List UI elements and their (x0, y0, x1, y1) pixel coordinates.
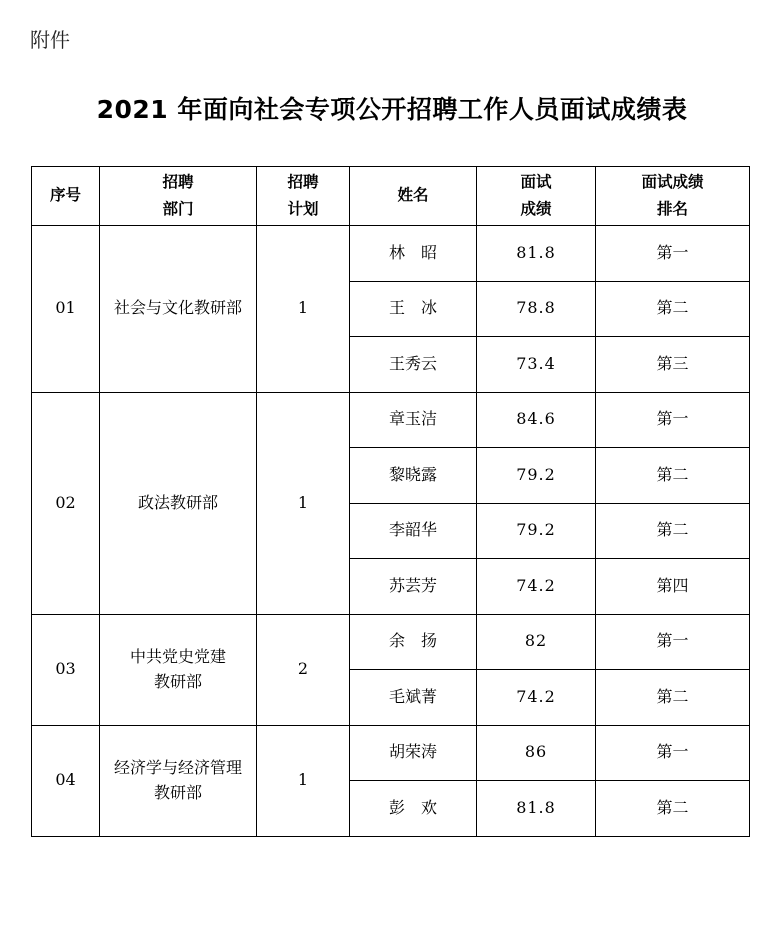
rank-cell: 第二 (596, 670, 750, 726)
table-body (32, 226, 750, 837)
score-cell: 86 (477, 725, 596, 781)
table-row (32, 392, 750, 448)
dept-line-1: 政法教研部 (137, 492, 218, 512)
score-cell: 79.2 (477, 448, 596, 504)
rank-cell: 第一 (596, 226, 750, 282)
rank-cell: 第二 (596, 448, 750, 504)
score-cell: 73.4 (477, 337, 596, 393)
header-rank: 面试成绩 排名 (596, 167, 750, 226)
rank-cell: 第一 (596, 725, 750, 781)
dept-cell (100, 725, 257, 836)
plan-cell: 1 (257, 725, 350, 836)
interview-score-table (31, 166, 750, 837)
table-header (32, 167, 750, 226)
header-name: 姓名 (350, 167, 477, 226)
dept-line-2: 教研部 (153, 782, 202, 802)
seq-cell: 03 (32, 614, 100, 725)
rank-cell: 第二 (596, 281, 750, 337)
dept-line-2: 教研部 (153, 671, 202, 691)
header-score: 面试 成绩 (477, 167, 596, 226)
table-row (32, 226, 750, 282)
name-cell: 余 扬 (350, 614, 477, 670)
name-cell: 彭 欢 (350, 781, 477, 837)
score-cell: 82 (477, 614, 596, 670)
score-cell: 81.8 (477, 226, 596, 282)
dept-cell (100, 614, 257, 725)
seq-cell: 04 (32, 725, 100, 836)
dept-line-1: 经济学与经济管理 (113, 757, 242, 777)
header-dept: 招聘 部门 (100, 167, 257, 226)
plan-cell: 1 (257, 226, 350, 393)
dept-line-1: 中共党史党建 (129, 646, 226, 666)
rank-cell: 第二 (596, 781, 750, 837)
name-cell: 王秀云 (350, 337, 477, 393)
plan-cell: 2 (257, 614, 350, 725)
score-cell: 79.2 (477, 503, 596, 559)
score-cell: 74.2 (477, 559, 596, 615)
score-cell: 74.2 (477, 670, 596, 726)
attachment-label: 附件 (30, 28, 70, 52)
seq-cell: 01 (32, 226, 100, 393)
dept-cell (100, 226, 257, 393)
table-row (32, 725, 750, 781)
header-plan: 招聘 计划 (257, 167, 350, 226)
rank-cell: 第一 (596, 614, 750, 670)
plan-cell: 1 (257, 392, 350, 614)
dept-line-1: 社会与文化教研部 (113, 298, 242, 318)
dept-cell (100, 392, 257, 614)
name-cell: 王 冰 (350, 281, 477, 337)
rank-cell: 第四 (596, 559, 750, 615)
name-cell: 毛斌菁 (350, 670, 477, 726)
score-cell: 78.8 (477, 281, 596, 337)
table-row (32, 614, 750, 670)
score-cell: 81.8 (477, 781, 596, 837)
header-row (32, 167, 750, 226)
name-cell: 黎晓露 (350, 448, 477, 504)
seq-cell: 02 (32, 392, 100, 614)
rank-cell: 第二 (596, 503, 750, 559)
header-seq: 序号 (32, 167, 100, 226)
name-cell: 苏芸芳 (350, 559, 477, 615)
document-title: 2021 年面向社会专项公开招聘工作人员面试成绩表 (96, 95, 688, 124)
name-cell: 林 昭 (350, 226, 477, 282)
rank-cell: 第一 (596, 392, 750, 448)
rank-cell: 第三 (596, 337, 750, 393)
score-cell: 84.6 (477, 392, 596, 448)
name-cell: 胡荣涛 (350, 725, 477, 781)
name-cell: 章玉洁 (350, 392, 477, 448)
name-cell: 李韶华 (350, 503, 477, 559)
